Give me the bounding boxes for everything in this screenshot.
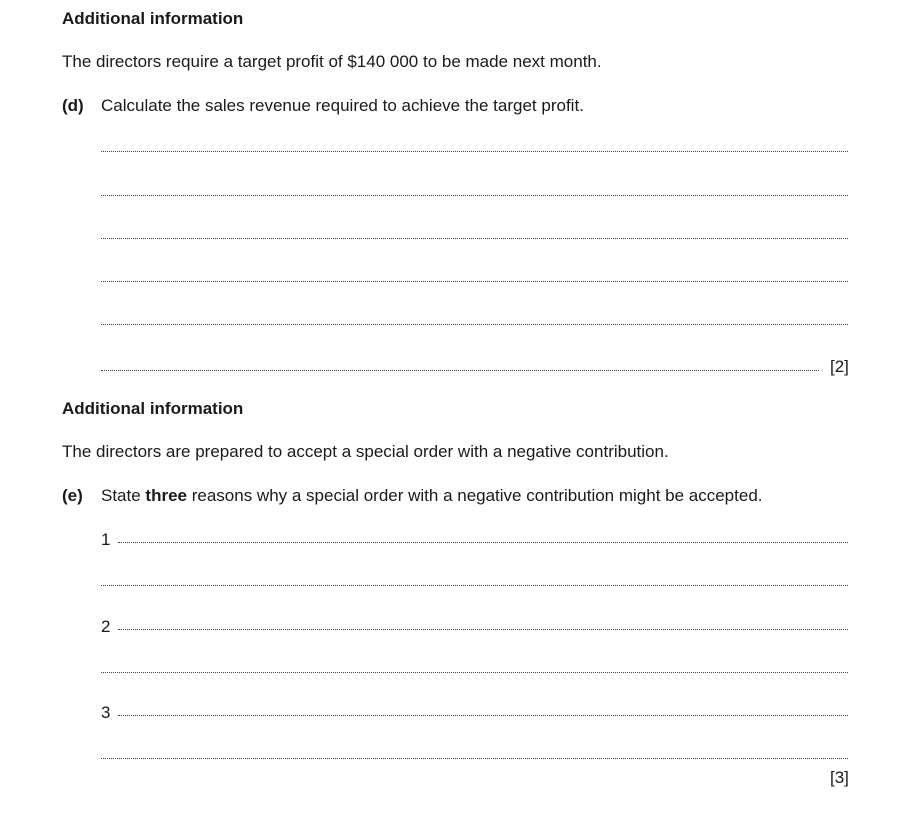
question-d-text: Calculate the sales revenue required to achieve the target profit. bbox=[101, 96, 584, 115]
answer-line-d-2[interactable] bbox=[101, 195, 848, 196]
answer-line-d-6[interactable] bbox=[101, 370, 819, 371]
question-e-label: (e) bbox=[62, 486, 83, 505]
question-e-text bbox=[101, 486, 763, 506]
answer-line-e-1b[interactable] bbox=[101, 585, 848, 586]
answer-line-d-4[interactable] bbox=[101, 281, 848, 282]
answer-line-e-2b[interactable] bbox=[101, 672, 848, 673]
section-heading-2: Additional information bbox=[62, 399, 244, 418]
marks-d: [2] bbox=[830, 357, 849, 376]
statement-target-profit: The directors require a target profit of $140 000 to be made next month. bbox=[62, 52, 602, 71]
answer-line-d-5[interactable] bbox=[101, 324, 848, 325]
answer-line-e-1a[interactable] bbox=[118, 542, 848, 543]
section-heading-1: Additional information bbox=[62, 9, 244, 28]
reason-number-2: 2 bbox=[101, 617, 111, 636]
answer-line-d-3[interactable] bbox=[101, 238, 848, 239]
reason-number-3: 3 bbox=[101, 703, 111, 722]
marks-e: [3] bbox=[830, 768, 849, 787]
question-e-text-before: State bbox=[101, 486, 146, 505]
question-e-text-after: reasons why a special order with a negative contribution might be accepted. bbox=[187, 486, 763, 505]
reason-number-1: 1 bbox=[101, 530, 111, 549]
question-e-text-bold: three bbox=[145, 486, 187, 505]
answer-line-d-1[interactable] bbox=[101, 151, 848, 152]
answer-line-e-2a[interactable] bbox=[118, 629, 848, 630]
statement-special-order: The directors are prepared to accept a special order with a negative contribution. bbox=[62, 442, 669, 461]
answer-line-e-3a[interactable] bbox=[118, 715, 848, 716]
answer-line-e-3b[interactable] bbox=[101, 758, 848, 759]
question-d-label: (d) bbox=[62, 96, 84, 115]
